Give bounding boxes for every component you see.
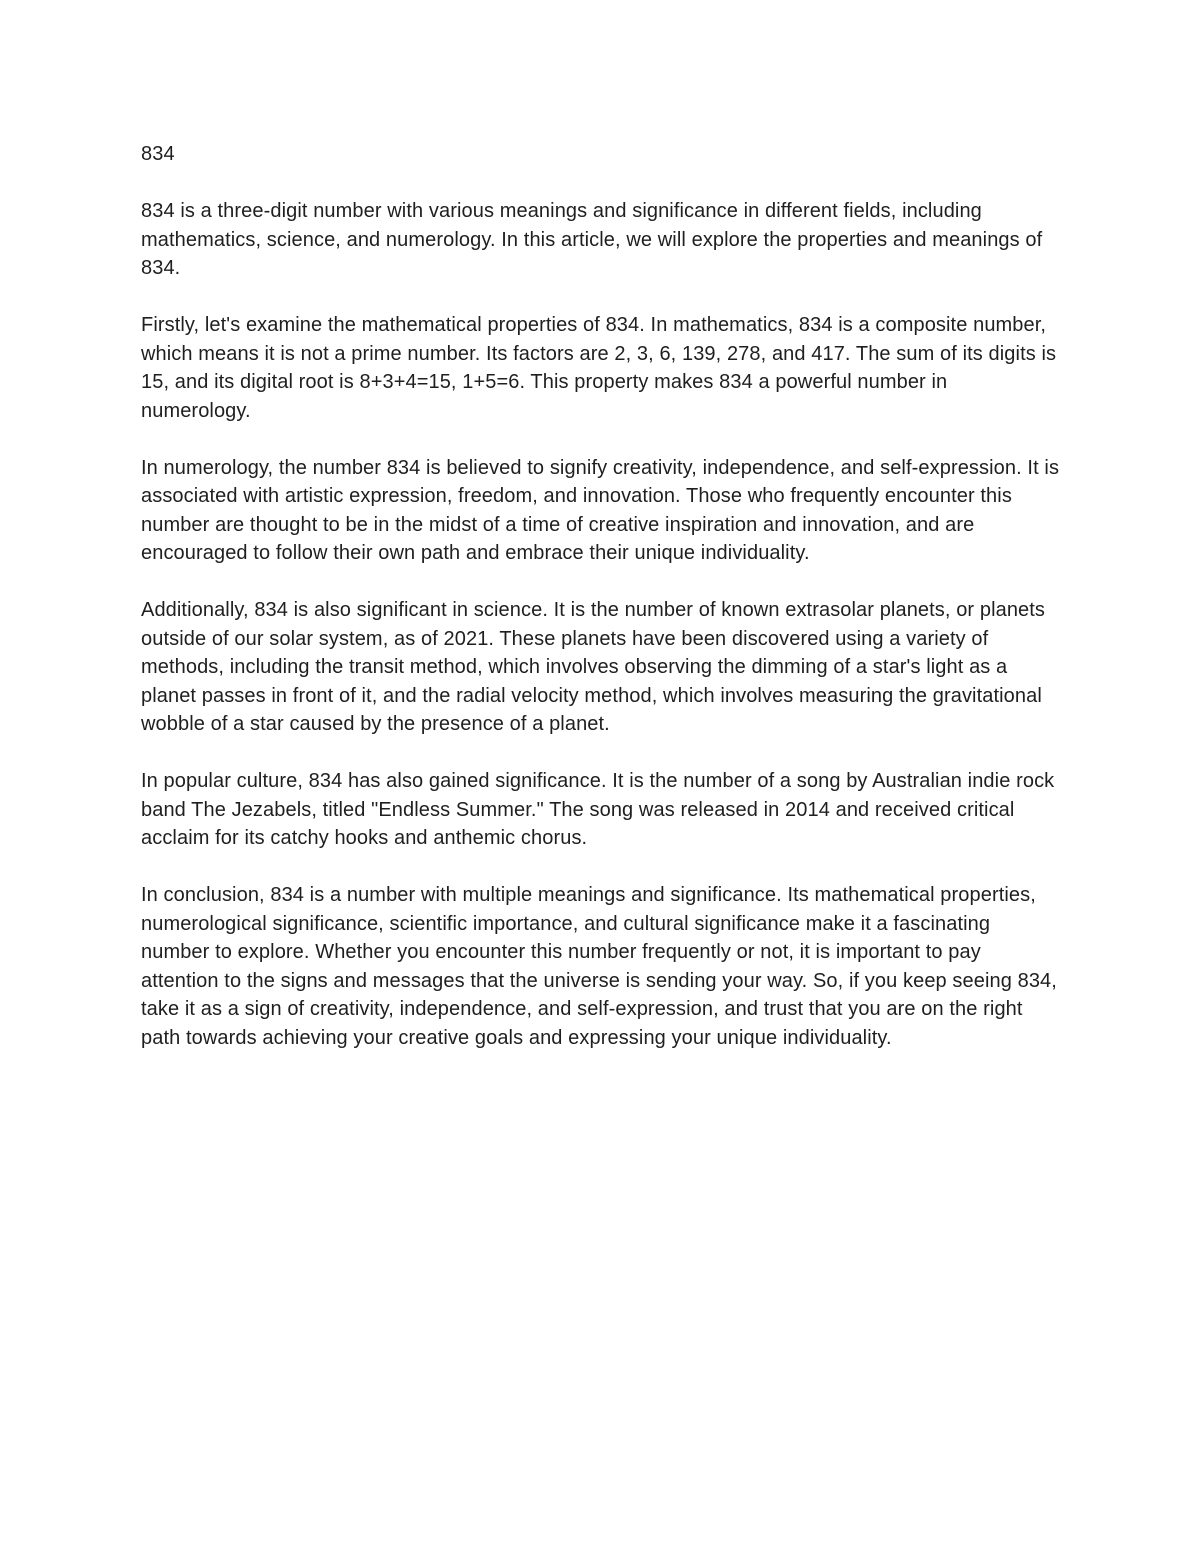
document-body [141, 140, 1061, 1081]
paragraph-numerology: In numerology, the number 834 is believed to signify creativity, independence, and self-expression. It is associated with artistic expression, freedom, and innovation. Those who frequently encounter this number are thought to be in the midst of a time of creative inspiration and innovation, and are encouraged to follow their own path and embrace their unique individuality. [141, 456, 1060, 564]
paragraph-conclusion: In conclusion, 834 is a number with multiple meanings and significance. Its mathematical properties, numerological significance, scientific importance, and cultural significance make it a fascinating number to explore. Whether you encounter this number frequently or not, it is important to pay attention to the signs and messages that the universe is sending your way. So, if you keep seeing 834, take it as a sign of creativity, independence, and self-expression, and trust that you are on the right path towards achieving your creative goals and expressing your unique individuality. [141, 884, 1057, 1049]
paragraph-intro: 834 is a three-digit number with various meanings and significance in different fields, including mathematics, science, and numerology. In this article, we will explore the properties and meanings of 834. [141, 200, 1043, 279]
paragraph-popular-culture: In popular culture, 834 has also gained significance. It is the number of a song by Australian indie rock band The Jezabels, titled "Endless Summer." The song was released in 2014 and received critical acclaim for its catchy hooks and anthemic chorus. [141, 770, 1055, 849]
paragraph-mathematics: Firstly, let's examine the mathematical properties of 834. In mathematics, 834 is a composite number, which means it is not a prime number. Its factors are 2, 3, 6, 139, 278, and 417. The sum of its digits is 15, and its digital root is 8+3+4=15, 1+5=6. This property makes 834 a powerful number in numerology. [141, 314, 1057, 422]
paragraph-science: Additionally, 834 is also significant in science. It is the number of known extrasolar planets, or planets outside of our solar system, as of 2021. These planets have been discovered using a variety of methods, including the transit method, which involves observing the dimming of a star's light as a planet passes in front of it, and the radial velocity method, which involves measuring the gravitational wobble of a star caused by the presence of a planet. [141, 599, 1046, 735]
document-title: 834 [141, 143, 175, 165]
